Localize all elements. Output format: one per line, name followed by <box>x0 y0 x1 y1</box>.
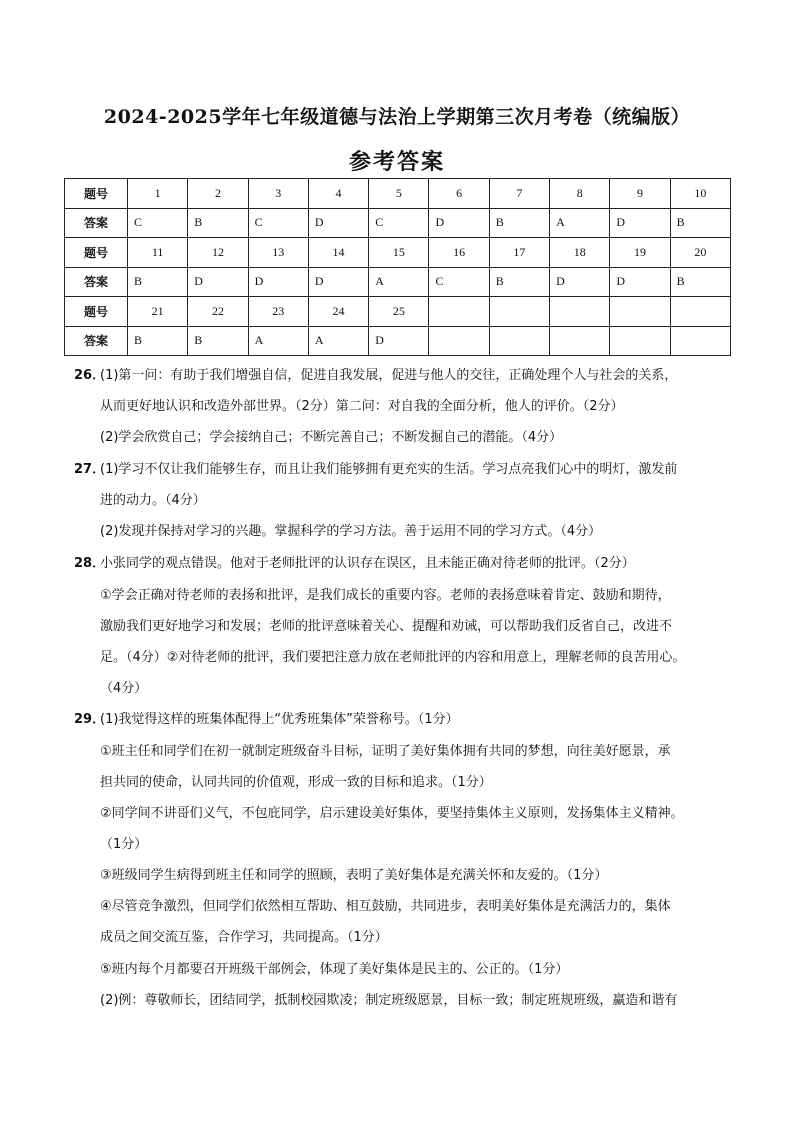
question-number-cell: 13 <box>248 238 308 268</box>
answer-cell: D <box>429 208 489 238</box>
question-number-cell: 9 <box>610 179 670 209</box>
answer-cell: D <box>610 208 670 238</box>
answer-line: (2)例：尊敬师长，团结同学，抵制校园欺凌；制定班级愿景，目标一致；制定班规班级，赢造和谐有 <box>100 993 678 1008</box>
answer-line: 从而更好地认识和改造外部世界。（2分）第二问：对自我的全面分析，他人的评价。（2分） <box>100 399 624 414</box>
answer-line: ②同学间不讲哥们义气，不包庇同学，启示建设美好集体，要坚持集体主义原则，发扬集体主义精神。 <box>100 806 684 821</box>
answer-line: (1)学习不仅让我们能够生存，而且让我们能够拥有更充实的生活。学习点亮我们心中的明灯，激发前 <box>100 462 678 477</box>
answer-cell: C <box>369 208 429 238</box>
question-number-cell: 23 <box>248 297 308 327</box>
answer-header: 答案 <box>65 208 128 238</box>
answer-cell <box>670 326 730 356</box>
answer-cell: D <box>550 267 610 297</box>
answer-cell: B <box>188 208 248 238</box>
question-number-cell: 21 <box>128 297 188 327</box>
question-number: 28． <box>74 556 106 571</box>
question-number-cell: 1 <box>128 179 188 209</box>
answer-header: 答案 <box>65 326 128 356</box>
answer-line: 小张同学的观点错误。他对于老师批评的认识存在误区，且未能正确对待老师的批评。（2分） <box>100 556 635 571</box>
answer-line: ④尽管竞争激烈，但同学们依然相互帮助、相互鼓励，共同进步，表明美好集体是充满活力的，集体 <box>100 899 671 914</box>
answer-line: ③班级同学生病得到班主任和同学的照顾，表明了美好集体是充满关怀和友爱的。（1分） <box>100 868 608 883</box>
answer-cell <box>429 326 489 356</box>
answer-row <box>65 267 731 297</box>
question-number-cell <box>610 297 670 327</box>
question-number: 26． <box>74 368 106 383</box>
question-number-cell: 15 <box>369 238 429 268</box>
answer-cell: B <box>128 267 188 297</box>
question-number-cell <box>429 297 489 327</box>
answer-cell <box>550 326 610 356</box>
answer-line: (2)发现并保持对学习的兴趣。掌握科学的学习方法。善于运用不同的学习方式。（4分） <box>100 524 602 539</box>
answer-cell: B <box>670 267 730 297</box>
question-number-cell <box>550 297 610 327</box>
answer-line: ⑤班内每个月都要召开班级干部例会，体现了美好集体是民主的、公正的。（1分） <box>100 962 569 977</box>
question-number-cell <box>489 297 549 327</box>
answer-line: ①班主任和同学们在初一就制定班级奋斗目标，证明了美好集体拥有共同的梦想，向往美好愿景，承 <box>100 744 671 759</box>
answer-header: 答案 <box>65 267 128 297</box>
question-number-cell: 4 <box>308 179 368 209</box>
answer-cell: D <box>308 208 368 238</box>
answer-cell: C <box>248 208 308 238</box>
question-number-row <box>65 179 731 209</box>
question-number-cell: 25 <box>369 297 429 327</box>
question-number-cell <box>670 297 730 327</box>
question-number: 27． <box>74 462 106 477</box>
answer-line: (1)第一问：有助于我们增强自信，促进自我发展，促进与他人的交往，正确处理个人与社会的关系， <box>100 368 678 383</box>
answer-cell: C <box>128 208 188 238</box>
question-number-header: 题号 <box>65 297 128 327</box>
question-number-header: 题号 <box>65 179 128 209</box>
answer-cell <box>610 326 670 356</box>
question-number-cell: 12 <box>188 238 248 268</box>
question-number-cell: 19 <box>610 238 670 268</box>
answer-row <box>65 326 731 356</box>
answer-cell: A <box>369 267 429 297</box>
answer-line: 成员之间交流互鉴，合作学习，共同提高。（1分） <box>100 930 388 945</box>
answer-line: (1)我觉得这样的班集体配得上“优秀班集体”荣誉称号。（1分） <box>100 712 459 727</box>
question-number-cell: 2 <box>188 179 248 209</box>
question-number-row <box>65 297 731 327</box>
question-number-cell: 11 <box>128 238 188 268</box>
question-number-cell: 17 <box>489 238 549 268</box>
answer-cell: C <box>429 267 489 297</box>
page-subtitle: 参考答案 <box>348 149 445 175</box>
answer-cell: A <box>550 208 610 238</box>
question-number-cell: 5 <box>369 179 429 209</box>
question-number-cell: 6 <box>429 179 489 209</box>
answer-cell: B <box>670 208 730 238</box>
answer-line: 激励我们更好地学习和发展；老师的批评意味着关心、提醒和劝诫，可以帮助我们反省自己，改进不 <box>100 619 673 634</box>
question-number-header: 题号 <box>65 238 128 268</box>
question-number-cell: 24 <box>308 297 368 327</box>
answer-line: (2)学会欣赏自己；学会接纳自己；不断完善自己；不断发掘自己的潜能。（4分） <box>100 430 563 445</box>
answer-cell: B <box>128 326 188 356</box>
answer-cell: A <box>308 326 368 356</box>
question-number-cell: 18 <box>550 238 610 268</box>
question-number-row <box>65 238 731 268</box>
question-number: 29． <box>74 712 106 727</box>
question-number-cell: 20 <box>670 238 730 268</box>
answer-line: 担共同的使命，认同共同的价值观，形成一致的目标和追求。（1分） <box>100 775 492 790</box>
answer-cell <box>489 326 549 356</box>
question-number-cell: 22 <box>188 297 248 327</box>
answer-line: （4分） <box>100 681 148 696</box>
answer-cell: D <box>369 326 429 356</box>
answer-cell: D <box>308 267 368 297</box>
question-number-cell: 7 <box>489 179 549 209</box>
answer-cell: A <box>248 326 308 356</box>
answer-cell: D <box>248 267 308 297</box>
answer-line: ①学会正确对待老师的表扬和批评，是我们成长的重要内容。老师的表扬意味着肯定、鼓励和期待， <box>100 588 671 603</box>
answer-row <box>65 208 731 238</box>
answer-cell: D <box>610 267 670 297</box>
question-number-cell: 14 <box>308 238 368 268</box>
answer-cell: D <box>188 267 248 297</box>
answer-table <box>64 178 731 356</box>
answer-cell: B <box>489 267 549 297</box>
question-number-cell: 8 <box>550 179 610 209</box>
question-number-cell: 10 <box>670 179 730 209</box>
question-number-cell: 16 <box>429 238 489 268</box>
question-number-cell: 3 <box>248 179 308 209</box>
answer-line: （1分） <box>100 837 148 852</box>
answer-line: 进的动力。（4分） <box>100 493 206 508</box>
answer-cell: B <box>489 208 549 238</box>
page-title: 2024-2025学年七年级道德与法治上学期第三次月考卷（统编版） <box>103 106 691 128</box>
answer-line: 足。（4分）②对待老师的批评，我们要把注意力放在老师批评的内容和用意上，理解老师的良苦用心。 <box>100 650 686 665</box>
answer-cell: B <box>188 326 248 356</box>
